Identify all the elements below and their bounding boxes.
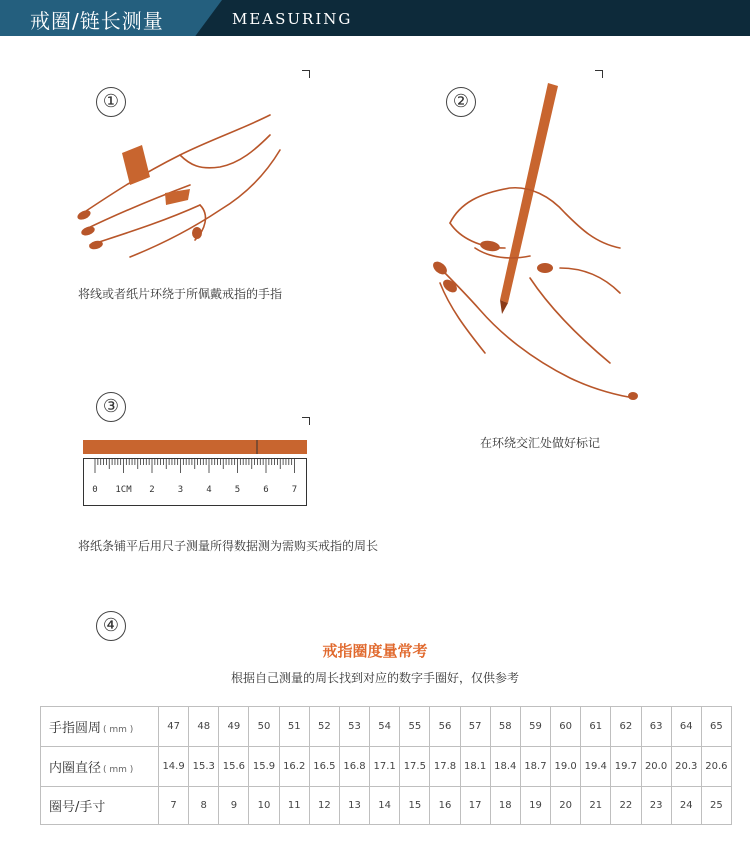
table-cell: 21 — [581, 787, 611, 825]
step-3-number: ③ — [96, 392, 126, 422]
table-cell: 24 — [671, 787, 701, 825]
table-cell: 16.8 — [339, 747, 369, 787]
table-cell: 53 — [339, 707, 369, 747]
table-subtitle: 根据自己测量的周长找到对应的数字手圈好，仅供参考 — [230, 671, 519, 685]
row-header: 手指圆周 ( mm ) — [41, 707, 159, 747]
table-cell: 58 — [490, 707, 520, 747]
step-2-caption: 在环绕交汇处做好标记 — [480, 436, 601, 450]
table-cell: 19 — [520, 787, 550, 825]
table-cell: 7 — [159, 787, 189, 825]
table-cell: 48 — [189, 707, 219, 747]
ruler-label: 5 — [234, 485, 241, 495]
table-cell: 16.2 — [279, 747, 309, 787]
table-cell: 15.6 — [219, 747, 249, 787]
hand-marking-illustration — [420, 78, 645, 413]
table-cell: 51 — [279, 707, 309, 747]
table-cell: 16 — [430, 787, 460, 825]
step-3-caption: 将纸条铺平后用尺子测量所得数据测为需购买戒指的周长 — [78, 539, 379, 553]
hand-with-string-illustration — [70, 105, 300, 260]
table-cell: 59 — [520, 707, 550, 747]
table-cell: 11 — [279, 787, 309, 825]
table-cell: 52 — [309, 707, 339, 747]
table-cell: 19.0 — [551, 747, 581, 787]
table-cell: 20.6 — [701, 747, 731, 787]
table-cell: 54 — [370, 707, 400, 747]
step-4-number: ④ — [96, 611, 126, 641]
table-cell: 20.3 — [671, 747, 701, 787]
table-cell: 47 — [159, 707, 189, 747]
table-cell: 60 — [551, 707, 581, 747]
table-cell: 64 — [671, 707, 701, 747]
ruler-label: 6 — [263, 485, 269, 495]
row-header: 圈号/手寸 — [41, 787, 159, 825]
table-cell: 55 — [400, 707, 430, 747]
table-cell: 10 — [249, 787, 279, 825]
ruler-label: 0 — [92, 485, 98, 495]
table-cell: 18 — [490, 787, 520, 825]
ruler-label: 4 — [206, 485, 212, 495]
table-cell: 61 — [581, 707, 611, 747]
table-cell: 50 — [249, 707, 279, 747]
table-cell: 16.5 — [309, 747, 339, 787]
table-row — [41, 747, 732, 787]
table-cell: 56 — [430, 707, 460, 747]
table-cell: 18.7 — [520, 747, 550, 787]
table-cell: 15.3 — [189, 747, 219, 787]
table-cell: 65 — [701, 707, 731, 747]
table-cell: 17 — [460, 787, 490, 825]
table-cell: 22 — [611, 787, 641, 825]
table-title: 戒指圈度量常考 — [322, 642, 428, 660]
table-row — [41, 787, 732, 825]
table-cell: 49 — [219, 707, 249, 747]
table-cell: 15.9 — [249, 747, 279, 787]
step-1-caption: 将线或者纸片环绕于所佩戴戒指的手指 — [78, 287, 283, 301]
table-cell: 9 — [219, 787, 249, 825]
table-cell: 13 — [339, 787, 369, 825]
table-cell: 17.5 — [400, 747, 430, 787]
table-cell: 23 — [641, 787, 671, 825]
table-cell: 20 — [551, 787, 581, 825]
table-row — [41, 707, 732, 747]
table-cell: 12 — [309, 787, 339, 825]
table-cell: 8 — [189, 787, 219, 825]
table-cell: 17.8 — [430, 747, 460, 787]
ruler-label: 7 — [291, 485, 298, 495]
ruler-label: 3 — [177, 485, 184, 495]
table-cell: 20.0 — [641, 747, 671, 787]
table-cell: 18.4 — [490, 747, 520, 787]
table-cell: 63 — [641, 707, 671, 747]
corner-mark — [595, 70, 603, 78]
table-cell: 25 — [701, 787, 731, 825]
table-cell: 19.7 — [611, 747, 641, 787]
table-cell: 15 — [400, 787, 430, 825]
table-cell: 19.4 — [581, 747, 611, 787]
header-bar — [0, 0, 750, 36]
corner-mark — [302, 70, 310, 78]
page-subtitle: MEASURING — [232, 10, 353, 28]
row-header: 内圈直径 ( mm ) — [41, 747, 159, 787]
ruler-illustration — [83, 440, 307, 506]
ring-size-table — [40, 706, 732, 825]
table-cell: 17.1 — [370, 747, 400, 787]
ruler-label: 2 — [149, 485, 155, 495]
table-cell: 14 — [370, 787, 400, 825]
paper-strip — [83, 440, 307, 454]
ruler-label: 1CM — [115, 485, 132, 495]
table-cell: 62 — [611, 707, 641, 747]
step-2-number: ② — [446, 87, 476, 117]
table-cell: 18.1 — [460, 747, 490, 787]
table-cell: 57 — [460, 707, 490, 747]
page-title: 戒圈/链长测量 — [30, 9, 164, 33]
corner-mark — [302, 417, 310, 425]
step-1-number: ① — [96, 87, 126, 117]
table-cell: 14.9 — [159, 747, 189, 787]
